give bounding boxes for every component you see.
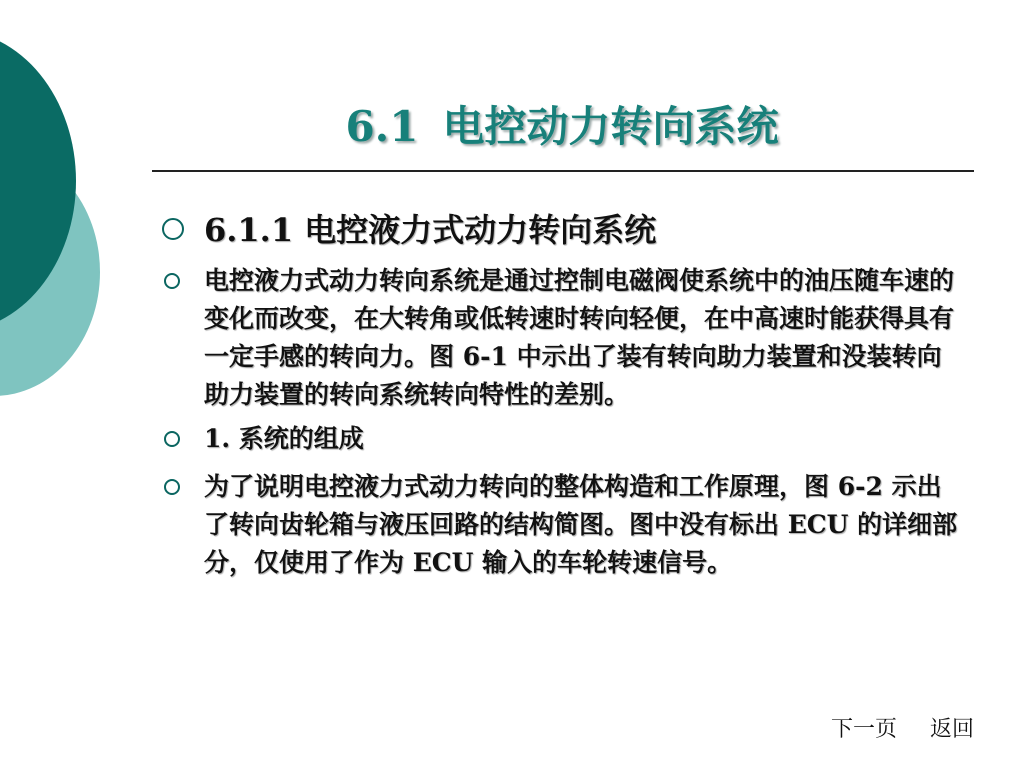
bullet-circle-icon	[162, 218, 184, 240]
back-link[interactable]: 返回	[929, 717, 974, 742]
bullet-text: 1. 系统的组成	[204, 424, 364, 453]
slide-navigation	[831, 712, 974, 743]
title-divider	[152, 170, 974, 172]
bullet-text: 为了说明电控液力式动力转向的整体构造和工作原理，图 6-2 示出了转向齿轮箱与液压回路的结构简图。图中没有标出 ECU 的详细部分，仅使用了作为 ECU 输入的车轮转速信号。	[204, 472, 958, 577]
next-page-link[interactable]: 下一页	[830, 717, 897, 742]
bullet-circle-icon	[164, 479, 180, 495]
slide-title	[150, 94, 974, 154]
bullet-text: 电控液力式动力转向系统是通过控制电磁阀使系统中的油压随车速的变化而改变，在大转角或低转速时转向轻便，在中高速时能获得具有一定手感的转向力。图 6-1 中示出了装有转向助力装置和没装转向助力装置的转向系统转向特性的差别。	[204, 266, 955, 409]
bullet-list	[160, 200, 964, 582]
bullet-circle-icon	[164, 431, 180, 447]
bullet-item-heading	[160, 200, 964, 260]
title-text: 电控动力转向系统	[442, 102, 779, 151]
bullet-item-composition	[160, 420, 964, 458]
bullet-item-explanation	[160, 468, 964, 582]
bullet-circle-icon	[164, 273, 180, 289]
bullet-item-description	[160, 262, 964, 414]
title-number: 6.1	[345, 102, 419, 151]
bullet-text: 6.1.1 电控液力式动力转向系统	[204, 211, 657, 249]
